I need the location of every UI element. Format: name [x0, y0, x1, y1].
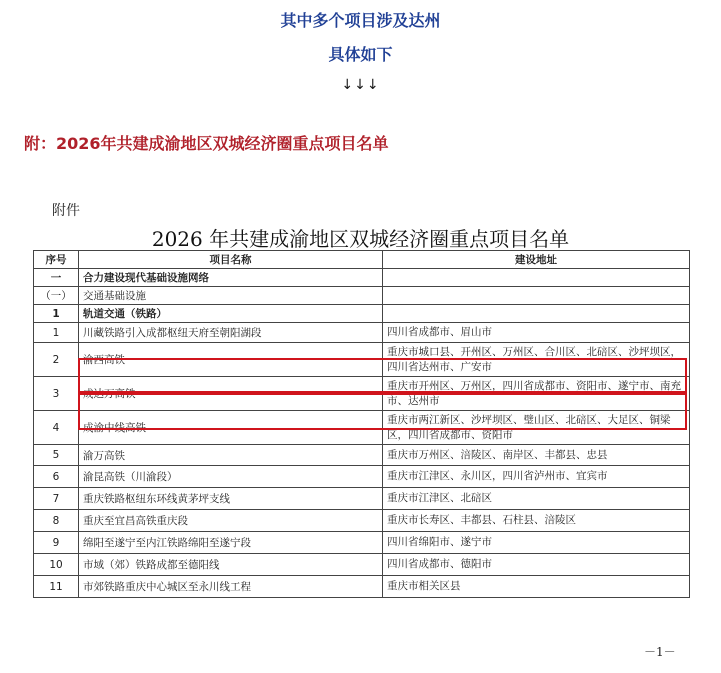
row-name: 轨道交通（铁路）	[79, 305, 383, 323]
row-no: 1	[34, 323, 79, 343]
table-row	[34, 532, 690, 554]
row-location: 重庆市万州区、涪陵区、南岸区、丰都县、忠县	[383, 445, 690, 466]
table-row	[34, 323, 690, 343]
row-no: 3	[34, 377, 79, 411]
row-name: 市郊铁路重庆中心城区至永川线工程	[79, 576, 383, 598]
row-location: 四川省成都市、德阳市	[383, 554, 690, 576]
headline-involve-dazhou: 其中多个项目涉及达州	[280, 11, 441, 30]
row-no: 5	[34, 445, 79, 466]
row-location: 重庆市相关区县	[383, 576, 690, 598]
row-name: 渝万高铁	[79, 445, 383, 466]
row-location: 四川省成都市、眉山市	[383, 323, 690, 343]
row-location: 重庆市开州区、万州区，四川省成都市、资阳市、遂宁市、南充市、达州市	[383, 377, 690, 411]
row-name: 重庆至宜昌高铁重庆段	[79, 510, 383, 532]
row-location: 重庆市城口县、开州区、万州区、合川区、北碚区、沙坪坝区，四川省达州市、广安市	[383, 343, 690, 377]
header-no: 序号	[34, 251, 79, 269]
row-name: 交通基础设施	[79, 287, 383, 305]
row-location	[383, 305, 690, 323]
row-name: 绵阳至遂宁至内江铁路绵阳至遂宁段	[79, 532, 383, 554]
header-location: 建设地址	[383, 251, 690, 269]
table-row	[34, 305, 690, 323]
row-no: 7	[34, 488, 79, 510]
row-location	[383, 269, 690, 287]
highlight-box-chengdawan-hsr	[78, 393, 687, 430]
document-title: 2026 年共建成渝地区双城经济圈重点项目名单	[151, 227, 570, 251]
page-number: －1－	[644, 645, 676, 659]
row-location: 重庆市两江新区、沙坪坝区、璧山区、北碚区、大足区、铜梁区，四川省成都市、资阳市	[383, 411, 690, 445]
appendix-title: 附：2026年共建成渝地区双城经济圈重点项目名单	[24, 134, 389, 153]
table-row	[34, 488, 690, 510]
row-no: 10	[34, 554, 79, 576]
row-no: 9	[34, 532, 79, 554]
row-name: 川藏铁路引入成都枢纽天府至朝阳湖段	[79, 323, 383, 343]
row-name: 市域（郊）铁路成都至德阳线	[79, 554, 383, 576]
row-name: 重庆铁路枢纽东环线黄茅坪支线	[79, 488, 383, 510]
table-row	[34, 554, 690, 576]
attachment-label: 附件	[52, 203, 80, 219]
row-location	[383, 287, 690, 305]
down-arrows: ↓↓↓	[341, 77, 380, 93]
row-name: 渝西高铁	[79, 343, 383, 377]
row-no: 6	[34, 466, 79, 488]
row-location: 四川省绵阳市、遂宁市	[383, 532, 690, 554]
row-name: 成渝中线高铁	[79, 411, 383, 445]
row-no: 4	[34, 411, 79, 445]
table-row	[34, 510, 690, 532]
table-header-row	[34, 251, 690, 269]
row-no: 8	[34, 510, 79, 532]
row-no: 2	[34, 343, 79, 377]
row-no: 1	[34, 305, 79, 323]
row-no: （一）	[34, 287, 79, 305]
row-name: 成达万高铁	[79, 377, 383, 411]
table-row	[34, 269, 690, 287]
table-row	[34, 466, 690, 488]
row-location: 重庆市长寿区、丰都县、石柱县、涪陵区	[383, 510, 690, 532]
header-name: 项目名称	[79, 251, 383, 269]
row-location: 重庆市江津区、永川区，四川省泸州市、宜宾市	[383, 466, 690, 488]
highlight-box-yuxi-hsr	[78, 358, 687, 393]
table-row	[34, 287, 690, 305]
row-name: 渝昆高铁（川渝段）	[79, 466, 383, 488]
row-no: 11	[34, 576, 79, 598]
table-row	[34, 445, 690, 466]
row-location: 重庆市江津区、北碚区	[383, 488, 690, 510]
headline-details: 具体如下	[328, 45, 393, 64]
table-row	[34, 576, 690, 598]
row-no: 一	[34, 269, 79, 287]
row-name: 合力建设现代基础设施网络	[79, 269, 383, 287]
